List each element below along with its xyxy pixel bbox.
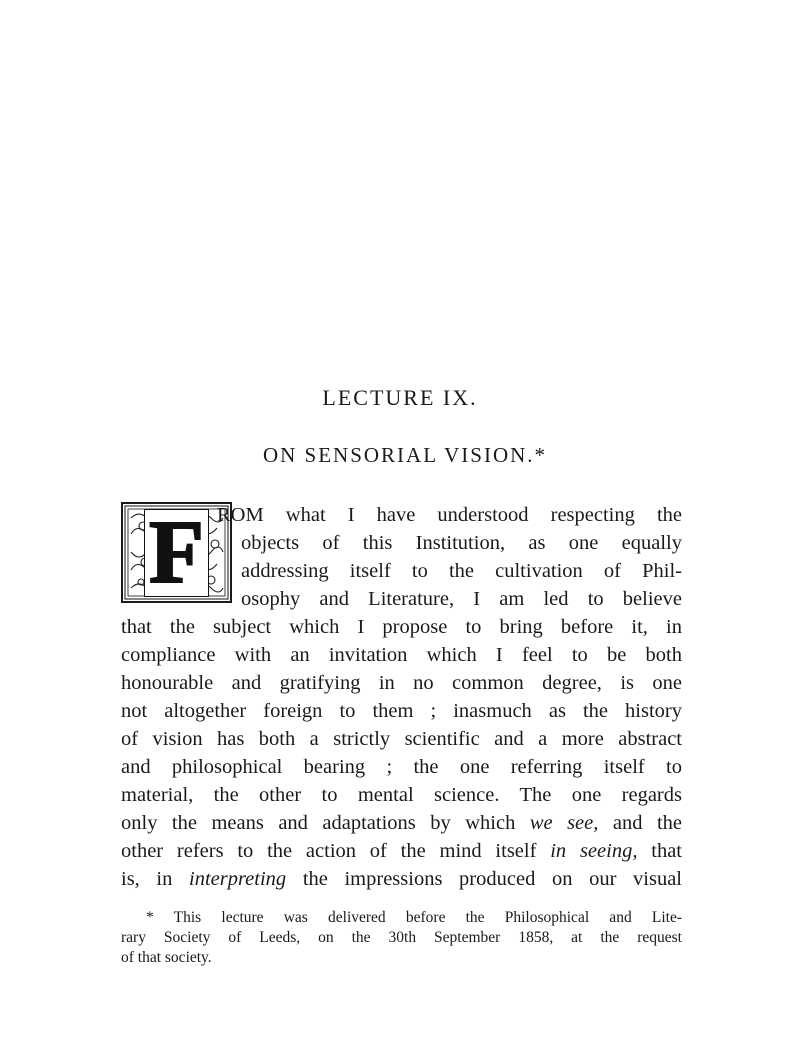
text-segment: not altogether foreign to them ; inasmuch as the history — [121, 700, 682, 722]
body-line — [121, 641, 682, 669]
body-line — [241, 585, 682, 613]
text-segment: material, the other to mental science. The one regards — [121, 784, 682, 806]
text-segment: that — [637, 840, 682, 862]
text-segment: only the means and adaptations by which — [121, 812, 530, 834]
body-line — [121, 669, 682, 697]
text-segment: addressing itself to the cultivation of Phil- — [241, 560, 682, 582]
text-segment: ROM what I have understood respecting the — [217, 504, 682, 526]
footnote-line: of that society. — [121, 949, 212, 966]
text-segment: osophy and Literature, I am led to believe — [241, 588, 682, 610]
body-line — [241, 557, 682, 585]
footnote-line: rary Society of Leeds, on the 30th September 1858, at the request — [121, 929, 682, 946]
italic-text: in seeing, — [550, 840, 638, 862]
text-segment: objects of this Institution, as one equally — [241, 532, 682, 554]
text-segment: of vision has both a strictly scientific and a more abstract — [121, 728, 682, 750]
text-segment: that the subject which I propose to bring before it, in — [121, 616, 682, 638]
text-segment: and the — [598, 812, 682, 834]
body-line — [121, 865, 682, 893]
text-segment: compliance with an invitation which I feel to be both — [121, 644, 682, 666]
text-segment: honourable and gratifying in no common degree, is one — [121, 672, 682, 694]
italic-text: we see, — [529, 812, 599, 834]
lecture-title: LECTURE IX. — [322, 385, 478, 410]
body-line — [121, 753, 682, 781]
ornamental-initial — [121, 502, 232, 603]
lecture-subtitle: ON SENSORIAL VISION.* — [262, 443, 548, 467]
body-line — [121, 697, 682, 725]
dropcap-letter: F — [123, 504, 230, 601]
text-segment: and philosophical bearing ; the one referring itself to — [121, 756, 682, 778]
text-segment: the impressions produced on our visual — [286, 868, 682, 890]
italic-text: interpreting — [189, 868, 287, 890]
body-line — [121, 781, 682, 809]
body-line — [217, 501, 682, 529]
body-line — [121, 613, 682, 641]
body-line — [241, 529, 682, 557]
text-segment: is, in — [121, 868, 189, 890]
footnote-line: * This lecture was delivered before the Philosophical and Lite- — [146, 909, 682, 926]
body-line — [121, 837, 682, 865]
text-segment: other refers to the action of the mind itself — [121, 840, 551, 862]
body-line — [121, 809, 682, 837]
body-line — [121, 725, 682, 753]
